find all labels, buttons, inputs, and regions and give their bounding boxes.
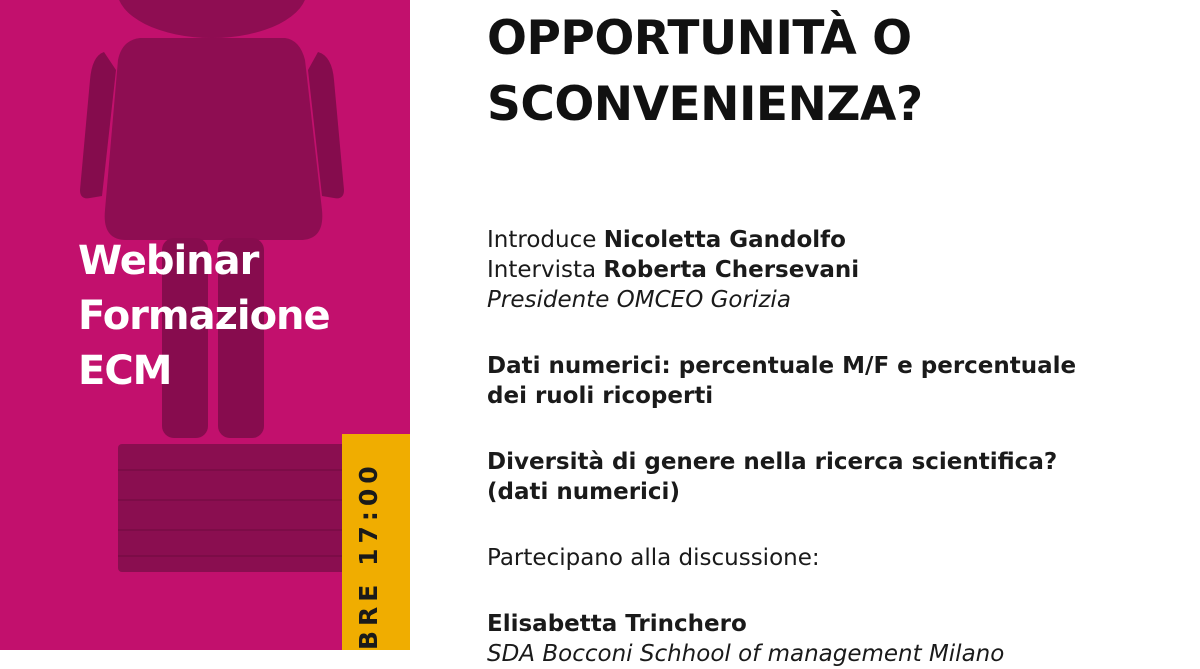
webinar-title-line: ECM	[78, 348, 172, 394]
webinar-title	[78, 234, 330, 399]
event-time: BRE 17:00	[354, 461, 383, 650]
intervista-role: Presidente OMCEO Gorizia	[487, 287, 791, 313]
headline	[487, 6, 923, 138]
figure-block	[118, 444, 350, 572]
event-details	[487, 225, 1187, 669]
figure-head	[117, 0, 307, 38]
topic-2-line: Diversità di genere nella ricerca scientifica?	[487, 449, 1058, 475]
time-strip	[342, 434, 410, 650]
webinar-title-line: Formazione	[78, 293, 330, 339]
topic-1-line: Dati numerici: percentuale M/F e percentuale	[487, 353, 1077, 379]
headline-line: OPPORTUNITÀ O	[487, 11, 912, 66]
figure-dress	[105, 38, 323, 240]
topic-2-line: (dati numerici)	[487, 479, 680, 505]
participants-label: Partecipano alla discussione:	[487, 545, 820, 571]
participant-role: SDA Bocconi Schhool of management Milano	[487, 641, 1005, 667]
intervista-label: Intervista	[487, 257, 597, 283]
introduce-line	[487, 225, 1187, 255]
left-panel	[0, 0, 410, 650]
participant-name: Elisabetta Trinchero	[487, 611, 747, 637]
webinar-title-line: Webinar	[78, 238, 259, 284]
intervista-name: Roberta Chersevani	[603, 257, 860, 283]
topic-1-line: dei ruoli ricoperti	[487, 383, 714, 409]
headline-line: SCONVENIENZA?	[487, 77, 923, 132]
introduce-name: Nicoletta Gandolfo	[603, 227, 846, 253]
intervista-line	[487, 255, 1187, 285]
introduce-label: Introduce	[487, 227, 597, 253]
